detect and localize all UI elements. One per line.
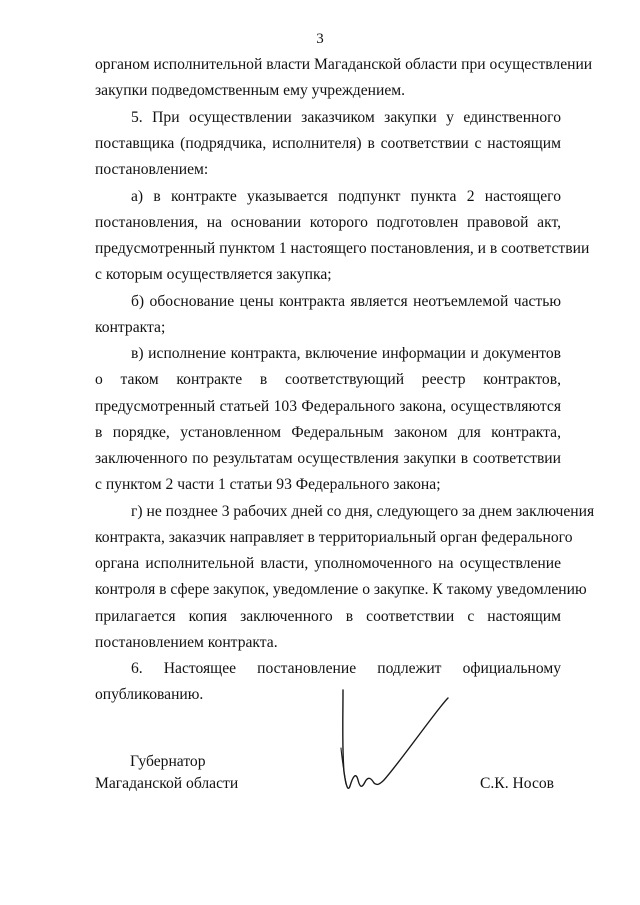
text-line: постановлением: [95,161,209,178]
text-line: органа исполнительной власти, уполномоченного на осуществление [95,555,561,572]
text-line: органом исполнительной власти Магаданской области при осуществлении [95,56,593,73]
text-line: предусмотренный статьей 103 Федерального закона, осуществляются [95,398,561,415]
text-line: опубликованию. [95,686,204,703]
subparagraph-b-line: б) обоснование цены контракта является неотъемлемой частью [131,293,561,310]
text-line: контракта, заказчик направляет в территориальный орган федерального [95,529,573,546]
subparagraph-v-line: в) исполнение контракта, включение информации и документов [131,345,561,362]
text-line: о таком контракте в соответствующий реестр контрактов, [95,371,561,388]
text-line: с которым осуществляется закупка; [95,266,332,283]
text-line: постановлением контракта. [95,634,278,651]
text-line: закупки подведомственным ему учреждением. [95,82,406,99]
text-line: предусмотренный пунктом 1 настоящего постановления, и в соответствии [95,240,590,257]
text-line: с пунктом 2 части 1 статьи 93 Федерального закона; [95,476,441,493]
subparagraph-a-line: а) в контракте указывается подпункт пункта 2 настоящего [131,188,561,205]
text-line: в порядке, установленном Федеральным законом для контракта, [95,424,561,441]
page-number: 3 [316,31,324,47]
text-line: контракта; [95,319,166,336]
paragraph-5-line: 5. При осуществлении заказчиком закупки у единственного [131,109,561,126]
subparagraph-g-line: г) не позднее 3 рабочих дней со дня, следующего за днем заключения [131,503,595,520]
text-line: контроля в сфере закупок, уведомление о закупке. К такому уведомлению [95,581,587,598]
text-line: прилагается копия заключенного в соответствии с настоящим [95,608,561,625]
text-line: поставщика (подрядчика, исполнителя) в соответствии с настоящим [95,135,561,152]
signatory-title: Губернатор [130,753,206,770]
signatory-region: Магаданской области [95,775,239,792]
signatory-name: С.К. Носов [480,775,555,792]
text-line: постановления, на основании которого подготовлен правовой акт, [95,214,561,231]
paragraph-6-line: 6. Настоящее постановление подлежит официальному [131,660,561,677]
handwritten-signature-icon [328,688,468,803]
text-line: заключенного по результатам осуществления закупки в соответствии [95,450,561,467]
